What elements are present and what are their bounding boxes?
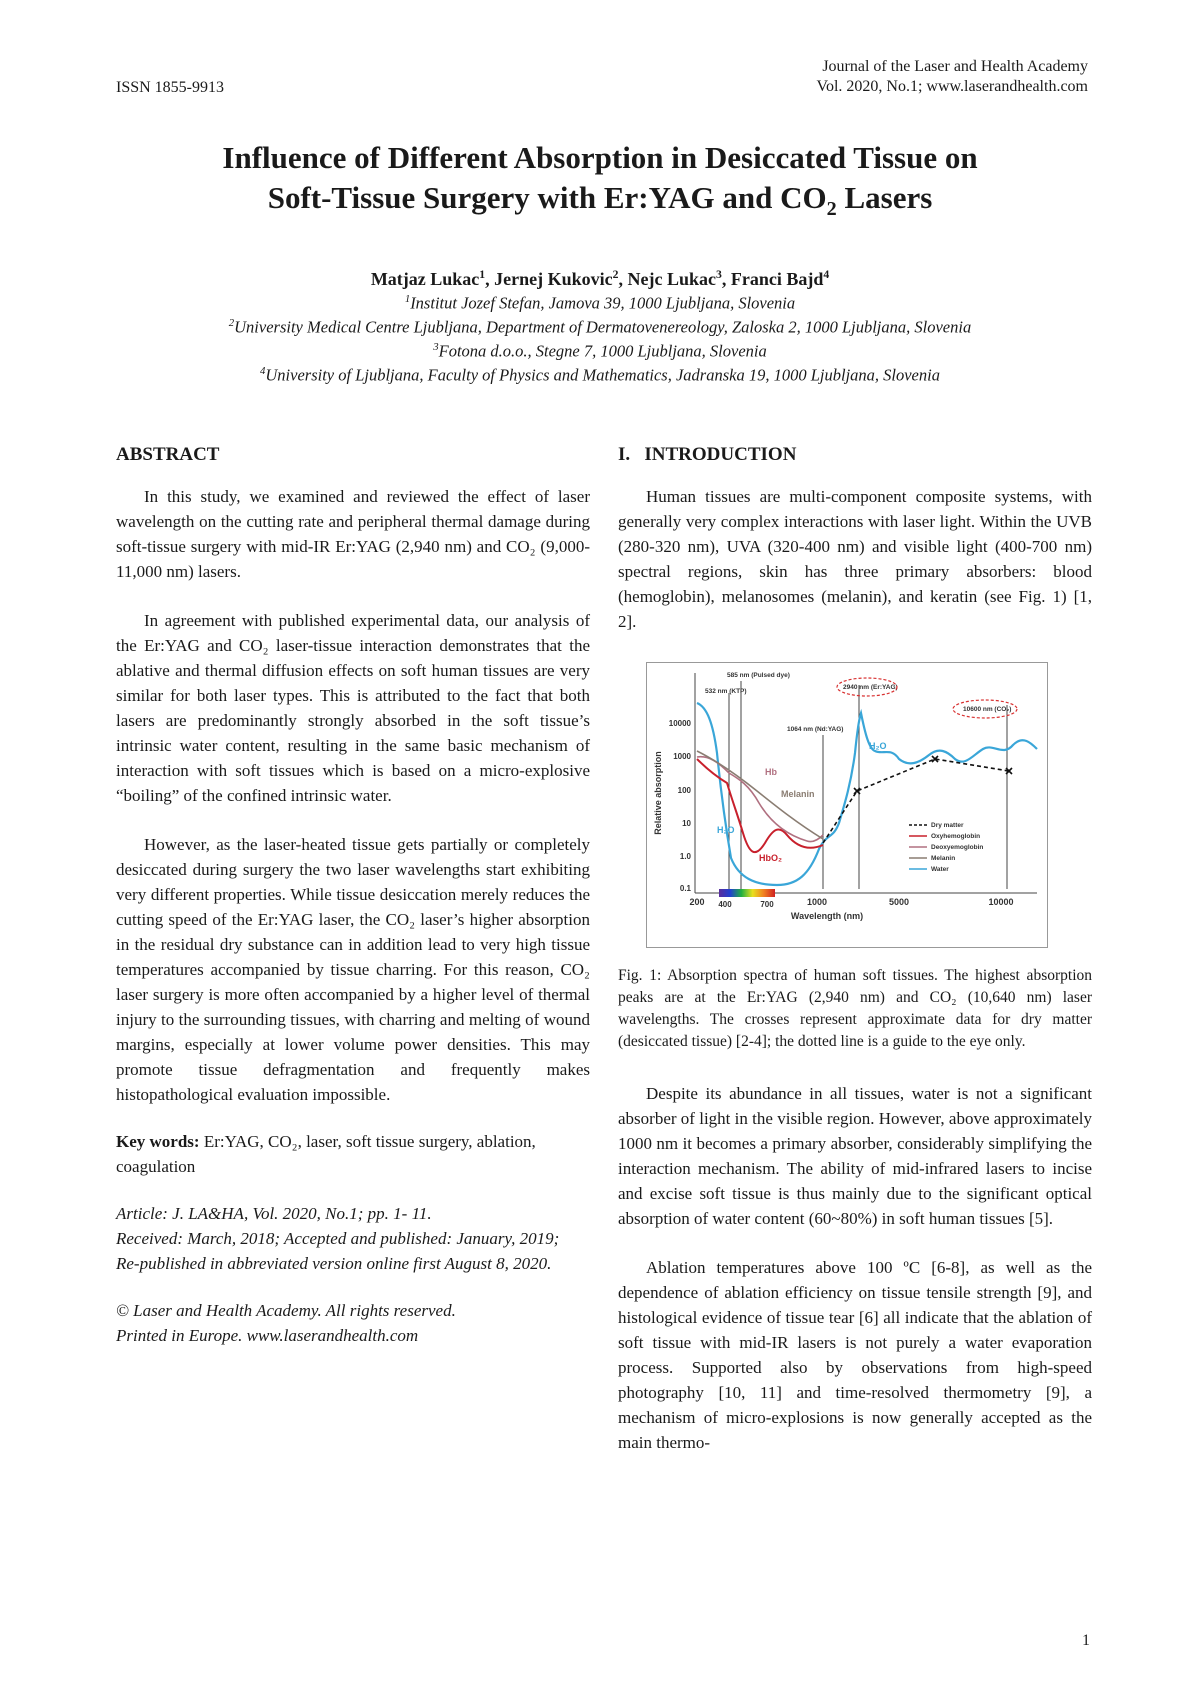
label-h2o-left: H₂O [717, 825, 735, 835]
affiliation-sup: 4 [260, 365, 266, 377]
journal-name: Journal of the Laser and Health Academy [822, 58, 1088, 75]
label-hb: Hb [765, 767, 777, 777]
affiliation-text: Institut Jozef Stefan, Jamova 39, 1000 Ljubljana, Slovenia [410, 293, 796, 313]
title-line2-post: Lasers [836, 180, 933, 215]
y-tick: 10000 [668, 719, 691, 728]
title-line2-sub: 2 [826, 198, 837, 221]
copyright-2: Printed in Europe. www.laserandhealth.com [116, 1326, 419, 1345]
legend-oxy: Oxyhemoglobin [931, 833, 981, 840]
affiliation-text: University Medical Centre Ljubljana, Department of Dermatovenereology, Zaloska 2, 1000 Ljubljana, Slovenia [234, 317, 972, 337]
label-eryag: 2940 nm (Er:YAG) [843, 684, 898, 691]
journal-info [816, 57, 1088, 97]
affiliation [110, 312, 1090, 339]
spectrum-tick: 700 [760, 900, 774, 909]
abstract-paragraph: In this study, we examined and reviewed the effect of laser wavelength on the cutting rate and peripheral thermal damage during soft-tissue surgery with mid-IR Er:YAG (2,940 nm) and CO₂ (9,000-11,000 nm) lasers. [116, 487, 590, 581]
affiliation-sup: 2 [228, 317, 235, 329]
label-melanin: Melanin [781, 789, 815, 799]
x-tick: 5000 [888, 897, 910, 907]
y-tick: 1000 [673, 752, 691, 761]
label-pulsed-dye: 585 nm (Pulsed dye) [727, 672, 790, 679]
label-co2: 10600 nm (CO₂) [963, 706, 1012, 713]
journal-volume: Vol. 2020, No.1; www.laserandhealth.com [816, 78, 1088, 95]
y-axis-label: Relative absorption [653, 751, 663, 835]
figure-caption: Fig. 1: Absorption spectra of human soft tissues. The highest absorption peaks are at the Er:YAG (2,940 nm) and CO₂ (10,640 nm) laser wavelengths. The crosses represent approximate data for dry matter (desiccated tissue) [2-4]; the dotted line is a guide to the eye only. [618, 967, 1092, 1050]
affiliation-sup: 3 [433, 341, 439, 353]
affiliation-sup: 1 [404, 293, 411, 305]
legend-water: Water [931, 866, 949, 873]
abstract-paragraph: However, as the laser-heated tissue gets partially or completely desiccated during surgery the two laser wavelengths start exhibiting very different properties. While tissue desiccation merely reduces the cutting speed of the Er:YAG laser, the CO₂ laser’s higher absorption in the residual dry substance can in addition lead to very high tissue temperatures accompanied by tissue charring. For this reason, CO₂ laser surgery is more often accompanied by a higher level of thermal injury to the surrounding tissues, with charring and melting of wound margins, especially at lower volume power densities. This may promote tissue defragmentation and frequently makes histopathological evaluation impossible. [116, 835, 590, 1104]
visible-spectrum-bar [719, 889, 775, 897]
spectrum-tick: 400 [718, 900, 732, 909]
keywords-label: Key words: [116, 1132, 200, 1151]
author-name: Jernej Kukovic [494, 269, 613, 289]
right-column [618, 442, 1092, 1455]
intro-paragraph: Human tissues are multi-component composite systems, with generally very complex interactions with laser light. Within the UVB (280-320 nm), UVA (320-400 nm) and visible light (400-700 nm) spectral regions, skin has three primary absorbers: blood (hemoglobin), melanosomes (melanin), and keratin (see Fig. 1) [1, 2]. [618, 487, 1092, 631]
legend-dry: Dry matter [931, 822, 964, 829]
y-tick: 1.0 [679, 852, 691, 861]
author-name: Franci Bajd [730, 269, 824, 289]
keywords-text: Er:YAG, CO₂, laser, soft tissue surgery, ablation, coagulation [116, 1132, 536, 1176]
title-line1: Influence of Different Absorption in Desiccated Tissue on [222, 140, 978, 175]
x-tick: 1000 [806, 897, 828, 907]
author-sup: 1 [479, 268, 486, 281]
label-h2o-top: H₂O [869, 741, 887, 751]
page-number: 1 [1082, 1632, 1090, 1649]
absorption-figure [646, 662, 1048, 948]
y-tick: 10 [682, 819, 691, 828]
issn: ISSN 1855-9913 [116, 79, 225, 96]
keywords [116, 1129, 590, 1179]
legend-melanin: Melanin [931, 855, 956, 862]
affiliation-text: Fotona d.o.o., Stegne 7, 1000 Ljubljana, Slovenia [438, 341, 767, 361]
label-ktp: 532 nm (KTP) [705, 688, 747, 695]
affiliation [110, 288, 1090, 315]
author-sup: 3 [715, 268, 722, 281]
author-name: Nejc Lukac [627, 269, 716, 289]
article-info-3: Re-published in abbreviated version online first August 8, 2020. [116, 1254, 552, 1273]
x-tick: 200 [689, 897, 705, 907]
author-sup: 2 [612, 268, 619, 281]
label-ndyag: 1064 nm (Nd:YAG) [787, 726, 844, 733]
legend-deoxy: Deoxyemoglobin [931, 844, 984, 851]
x-tick: 10000 [988, 897, 1014, 907]
abstract-heading: ABSTRACT [116, 444, 220, 465]
y-tick: 100 [677, 786, 691, 795]
left-column [116, 442, 590, 1348]
article-info-2: Received: March, 2018; Accepted and published: January, 2019; [116, 1229, 560, 1248]
label-hbo2: HbO₂ [759, 853, 782, 863]
affiliation [110, 336, 1090, 363]
author-list: Matjaz Lukac$^1$, Jernej Kukovic$^2$, Nejc Lukac$^3$, Franci Bajd$^4$ [370, 268, 830, 289]
title-line2-pre: Soft-Tissue Surgery with Er:YAG and CO [267, 180, 827, 215]
intro-paragraph: Despite its abundance in all tissues, water is not a significant absorber of light in the visible region. However, above approximately 1000 nm it becomes a primary absorber, considerably simplifying the interaction mechanism. The ability of mid-infrared lasers to incise and excise soft tissue is thus mainly due to the significant optical absorption of water content (60~80%) in soft human tissues [5]. [618, 1084, 1092, 1228]
intro-paragraph: Ablation temperatures above 100 ºC [6-8], as well as the dependence of ablation efficiency on tissue tensile strength [9], and histological evidence of tissue tear [6] all indicate that the ablation of soft tissue with mid-IR lasers is not purely a water evaporation process. Supported also by observations from high-speed photography [10, 11] and time-resolved thermometry [9], a mechanism of micro-explosions is now generally accepted as the main thermo- [618, 1258, 1092, 1452]
affiliation [110, 360, 1090, 387]
y-tick: 0.1 [679, 884, 691, 893]
x-axis-label: Wavelength (nm) [790, 911, 864, 921]
affiliation-text: University of Ljubljana, Faculty of Physics and Mathematics, Jadranska 19, 1000 Ljubljana, Slovenia [265, 365, 940, 385]
author-name: Matjaz Lukac [370, 269, 480, 289]
article-info-1: Article: J. LA&HA, Vol. 2020, No.1; pp. 1- 11. [116, 1204, 432, 1223]
abstract-paragraph: In agreement with published experimental data, our analysis of the Er:YAG and CO₂ laser-tissue interaction demonstrates that the ablative and thermal diffusion effects on soft human tissues are very similar for both laser types. This is attributed to the fact that both lasers are predominantly strongly absorbed in the soft tissue’s intrinsic water content, resulting in the same basic mechanism of interaction with soft tissues which is based on a micro-explosive “boiling” of the confined intrinsic water. [116, 611, 590, 805]
paper-title [110, 138, 1090, 229]
copyright-1: © Laser and Health Academy. All rights reserved. [116, 1301, 456, 1320]
intro-heading: I. INTRODUCTION [618, 444, 797, 465]
author-sup: 4 [823, 268, 830, 281]
